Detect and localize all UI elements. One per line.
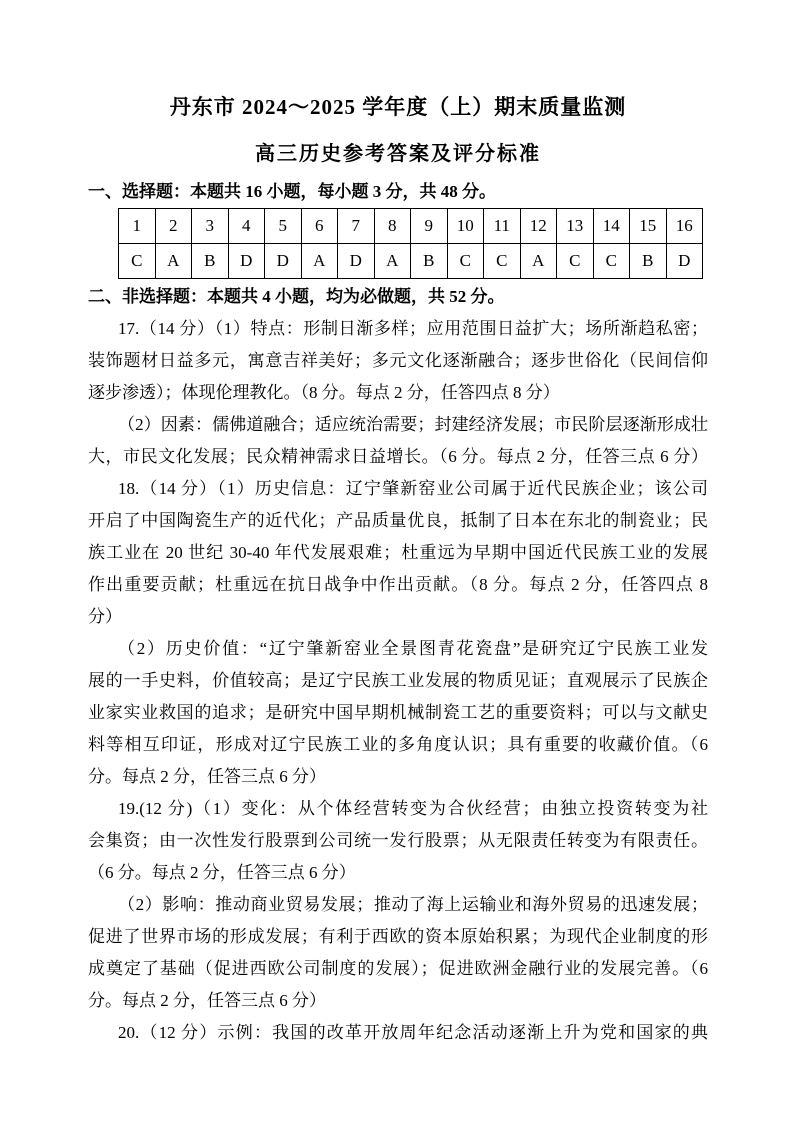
question-number-cell: 16 [666,209,703,244]
answer-letter-cell: B [630,244,667,279]
answer-table [118,208,703,279]
answer-line: 作出重要贡献；杜重远在抗日战争中作出贡献。（8 分。每点 2 分，任答四点 8 [88,575,708,594]
answer-letter-cell: B [192,244,229,279]
answer-letter-cell: D [265,244,302,279]
answer-letter-cell: C [119,244,156,279]
answer-line: 族工业在 20 世纪 30-40 年代发展艰难；杜重远为早期中国近代民族工业的发展 [88,543,708,562]
answer-line: 分。每点 2 分，任答三点 6 分） [88,767,326,786]
answer-letter-cell: A [155,244,192,279]
answer-line: 分） [88,607,122,626]
answer-line: 分。每点 2 分，任答三点 6 分） [88,991,326,1010]
answer-line: 19.(12 分)（1）变化：从个体经营转变为合伙经营；由独立投资转变为社 [118,799,708,818]
question-number-cell: 1 [119,209,156,244]
answer-letter-cell: A [520,244,557,279]
question-number-cell: 8 [374,209,411,244]
answer-line: 逐步渗透）；体现伦理教化。（8 分。每点 2 分，任答四点 8 分） [88,383,560,402]
question-number-cell: 3 [192,209,229,244]
question-number-cell: 10 [447,209,484,244]
answer-letter-cell: C [593,244,630,279]
answer-line: 促进了世界市场的形成发展；有利于西欧的资本原始积累；为现代企业制度的形 [88,927,708,946]
answer-letter-cell: C [557,244,594,279]
question-number-cell: 9 [411,209,448,244]
answer-line: 开启了中国陶瓷生产的近代化；产品质量优良，抵制了日本在东北的制瓷业；民 [88,511,708,530]
question-number-cell: 13 [557,209,594,244]
question-number-cell: 12 [520,209,557,244]
question-number-cell: 6 [301,209,338,244]
answer-letter-cell: B [411,244,448,279]
answer-letter-cell: C [447,244,484,279]
answer-line: 业家实业救国的追求；是研究中国早期机械制瓷工艺的重要资料；可以与文献史 [88,703,708,722]
question-number-cell: 4 [228,209,265,244]
answer-letter-cell: C [484,244,521,279]
question-number-cell: 2 [155,209,192,244]
answer-line: （2）历史价值：“辽宁肇新窑业全景图青花瓷盘”是研究辽宁民族工业发 [118,639,708,658]
answer-letter-cell: D [666,244,703,279]
document-content [88,95,708,1049]
answer-letter-cell: A [301,244,338,279]
answer-18-part1 [88,473,708,633]
question-number-cell: 14 [593,209,630,244]
answer-line: （2）因素：儒佛道融合；适应统治需要；封建经济发展；市民阶层逐渐形成壮 [118,415,708,434]
answer-letter-cell: D [338,244,375,279]
answer-line: 大，市民文化发展；民众精神需求日益增长。（6 分。每点 2 分，任答三点 6 分） [88,447,708,466]
question-number-cell: 11 [484,209,521,244]
answer-line: 料等相互印证，形成对辽宁民族工业的多角度认识；具有重要的收藏价值。（6 [88,735,708,754]
answer-line: 成奠定了基础（促进西欧公司制度的发展）；促进欧洲金融行业的发展完善。（6 [88,959,708,978]
answer-17-part1 [88,313,708,409]
answer-19-part1 [88,793,708,889]
answer-table-number-row [119,209,703,244]
document-title: 丹东市 2024～2025 学年度（上）期末质量监测 [169,95,627,119]
answer-line: 18.（14 分）（1）历史信息：辽宁肇新窑业公司属于近代民族企业；该公司 [118,479,708,498]
answer-line: 20.（12 分）示例：我国的改革开放周年纪念活动逐渐上升为党和国家的典 [118,1023,708,1042]
section2-heading: 二、非选择题：本题共 4 小题，均为必做题，共 52 分。 [88,287,505,306]
answer-line: 17.（14 分）（1）特点：形制日渐多样；应用范围日益扩大；场所渐趋私密； [118,319,708,338]
document-subtitle: 高三历史参考答案及评分标准 [255,143,541,165]
answer-line: 装饰题材日益多元，寓意吉祥美好；多元文化逐渐融合；逐步世俗化（民间信仰 [88,351,708,370]
section1-heading: 一、选择题：本题共 16 小题，每小题 3 分，共 48 分。 [88,182,496,201]
answer-19-part2 [88,889,708,1017]
answer-letter-cell: A [374,244,411,279]
answer-17-part2 [88,409,708,473]
question-number-cell: 7 [338,209,375,244]
answer-line: （2）影响：推动商业贸易发展；推动了海上运输业和海外贸易的迅速发展； [118,895,708,914]
answer-18-part2 [88,633,708,793]
question-number-cell: 5 [265,209,302,244]
answer-line: 会集资；由一次性发行股票到公司统一发行股票；从无限责任转变为有限责任。 [88,831,708,850]
answer-line: （6 分。每点 2 分，任答三点 6 分） [88,863,356,882]
answer-line: 展的一手史料，价值较高；是辽宁民族工业发展的物质见证；直观展示了民族企 [88,671,708,690]
answer-table-answer-row [119,244,703,279]
question-number-cell: 15 [630,209,667,244]
answer-letter-cell: D [228,244,265,279]
answer-20 [88,1017,708,1049]
